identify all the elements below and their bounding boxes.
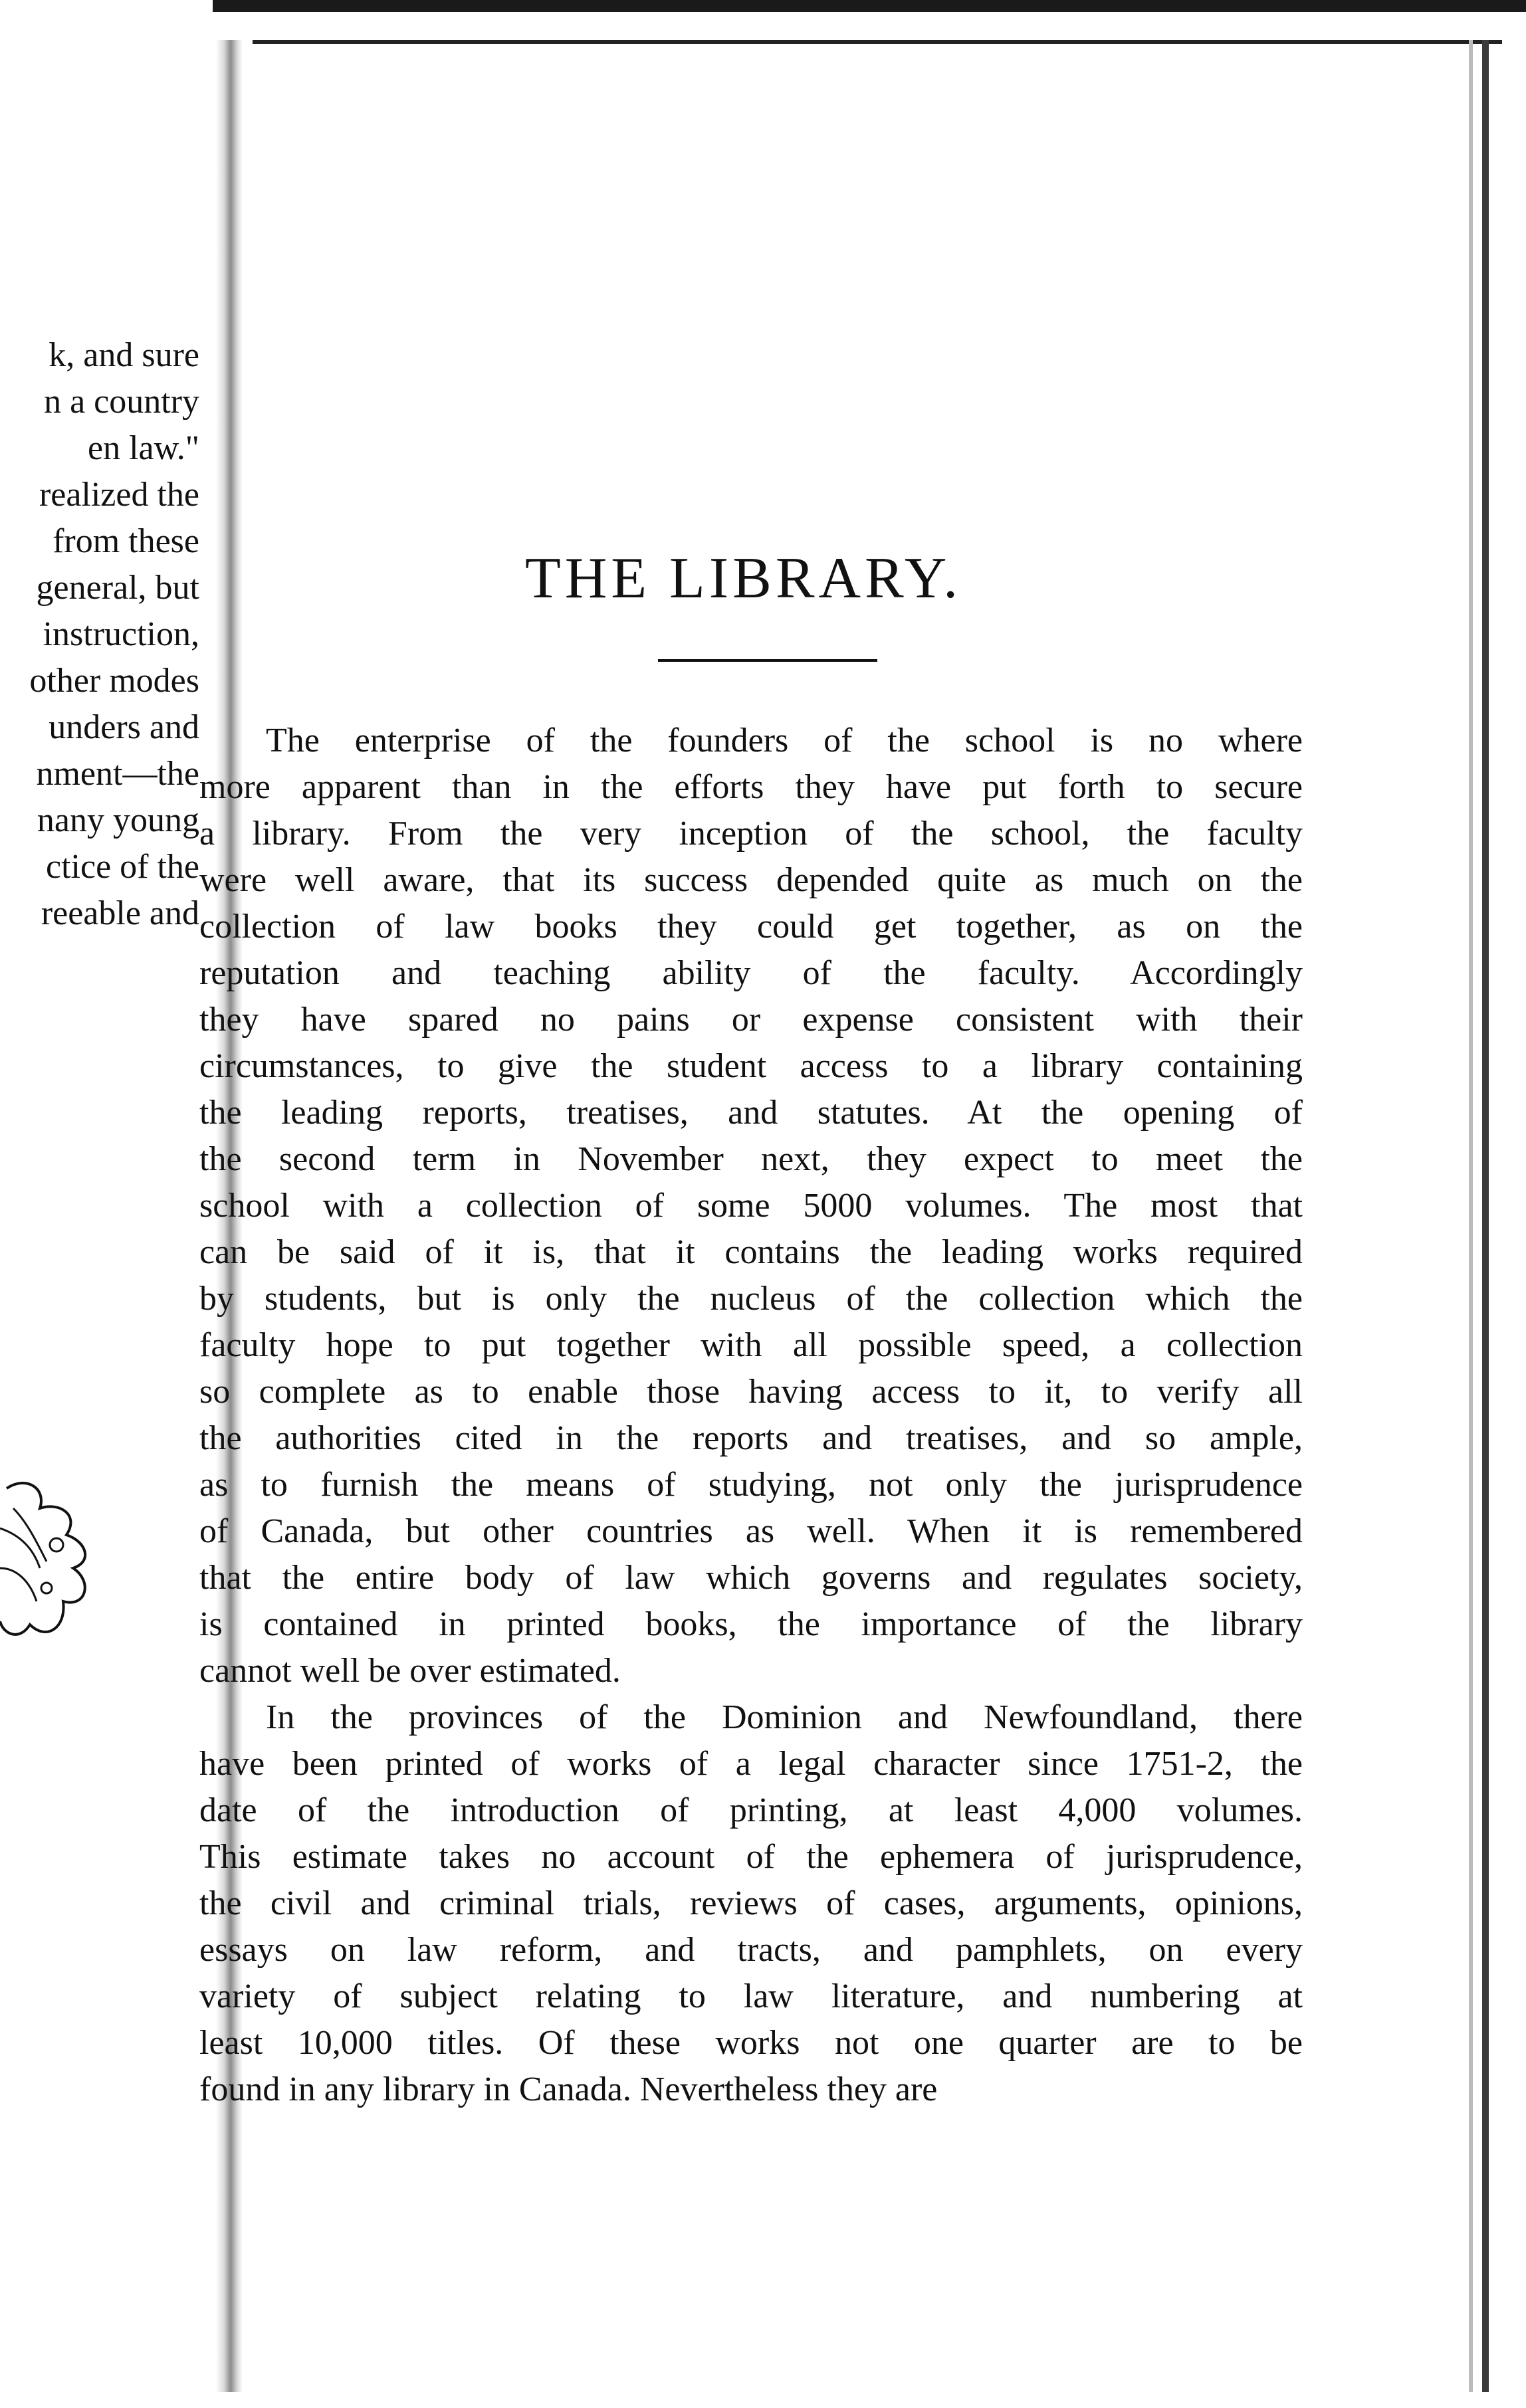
text-line: can be said of it is, that it contains the leading works required [199,1233,1303,1271]
page-edge-shadow [1469,40,1473,2392]
previous-page-line: n a country [44,383,199,421]
previous-page-line: reeable and [41,894,199,932]
text-line: of Canada, but other countries as well. When it is remembered [199,1512,1303,1550]
text-line: least 10,000 titles. Of these works not one quarter are to be [199,2024,1303,2062]
previous-page-text [29,332,199,937]
previous-page-fragment [0,0,213,2408]
paragraph [199,1694,1303,2113]
text-line: variety of subject relating to law literature, and numbering at [199,1977,1303,2015]
previous-page-line: realized the [39,476,199,514]
previous-page-line: ctice of the [46,848,199,886]
text-line: as to furnish the means of studying, not only the jurisprudence [199,1466,1303,1504]
previous-page-line: from these [53,522,199,560]
previous-page-line: en law." [87,429,199,467]
text-line: by students, but is only the nucleus of the collection which the [199,1280,1303,1318]
text-line: found in any library in Canada. Nevertheless they are [199,2070,938,2108]
text-line: cannot well be over estimated. [199,1652,621,1690]
text-line: have been printed of works of a legal character since 1751-2, the [199,1745,1303,1783]
text-line: they have spared no pains or expense consistent with their [199,1001,1303,1039]
leaf-ornament-icon [0,1468,100,1655]
text-line: In the provinces of the Dominion and Newfoundland, there [266,1698,1303,1736]
previous-page-line: other modes [29,662,199,700]
page-title: THE LIBRARY. [525,546,962,611]
previous-page-line: nment—the [36,755,199,793]
text-line: collection of law books they could get together, as on the [199,908,1303,946]
text-line: school with a collection of some 5000 volumes. The most that [199,1187,1303,1225]
text-line: were well aware, that its success depended quite as much on the [199,861,1303,899]
text-line: a library. From the very inception of the school, the faculty [199,815,1303,853]
previous-page-line: unders and [49,708,199,746]
text-line: This estimate takes no account of the ephemera of jurisprudence, [199,1838,1303,1876]
text-line: faculty hope to put together with all possible speed, a collection [199,1326,1303,1364]
previous-page-line: instruction, [43,615,199,653]
text-line: The enterprise of the founders of the school is no where [266,722,1303,759]
text-line: the second term in November next, they expect to meet the [199,1140,1303,1178]
previous-page-line: nany young [37,801,199,839]
text-line: so complete as to enable those having access to it, to verify all [199,1373,1303,1411]
text-line: date of the introduction of printing, at least 4,000 volumes. [199,1791,1303,1829]
text-line: that the entire body of law which governs and regulates society, [199,1559,1303,1597]
text-line: essays on law reform, and tracts, and pamphlets, on every [199,1931,1303,1969]
text-line: reputation and teaching ability of the faculty. Accordingly [199,954,1303,992]
text-line: the civil and criminal trials, reviews of cases, arguments, opinions, [199,1884,1303,1922]
title-rule [658,659,877,662]
text-line: circumstances, to give the student access to a library containing [199,1047,1303,1085]
text-line: is contained in printed books, the importance of the library [199,1605,1303,1643]
page-edge [1482,40,1489,2392]
paragraph [199,718,1303,1694]
text-line: the authorities cited in the reports and treatises, and so ample, [199,1419,1303,1457]
previous-page-line: general, but [36,569,199,607]
body-text [199,718,1303,2113]
text-line: the leading reports, treatises, and statutes. At the opening of [199,1094,1303,1132]
previous-page-line: k, and sure [49,336,199,374]
text-line: more apparent than in the efforts they have put forth to secure [199,768,1303,806]
